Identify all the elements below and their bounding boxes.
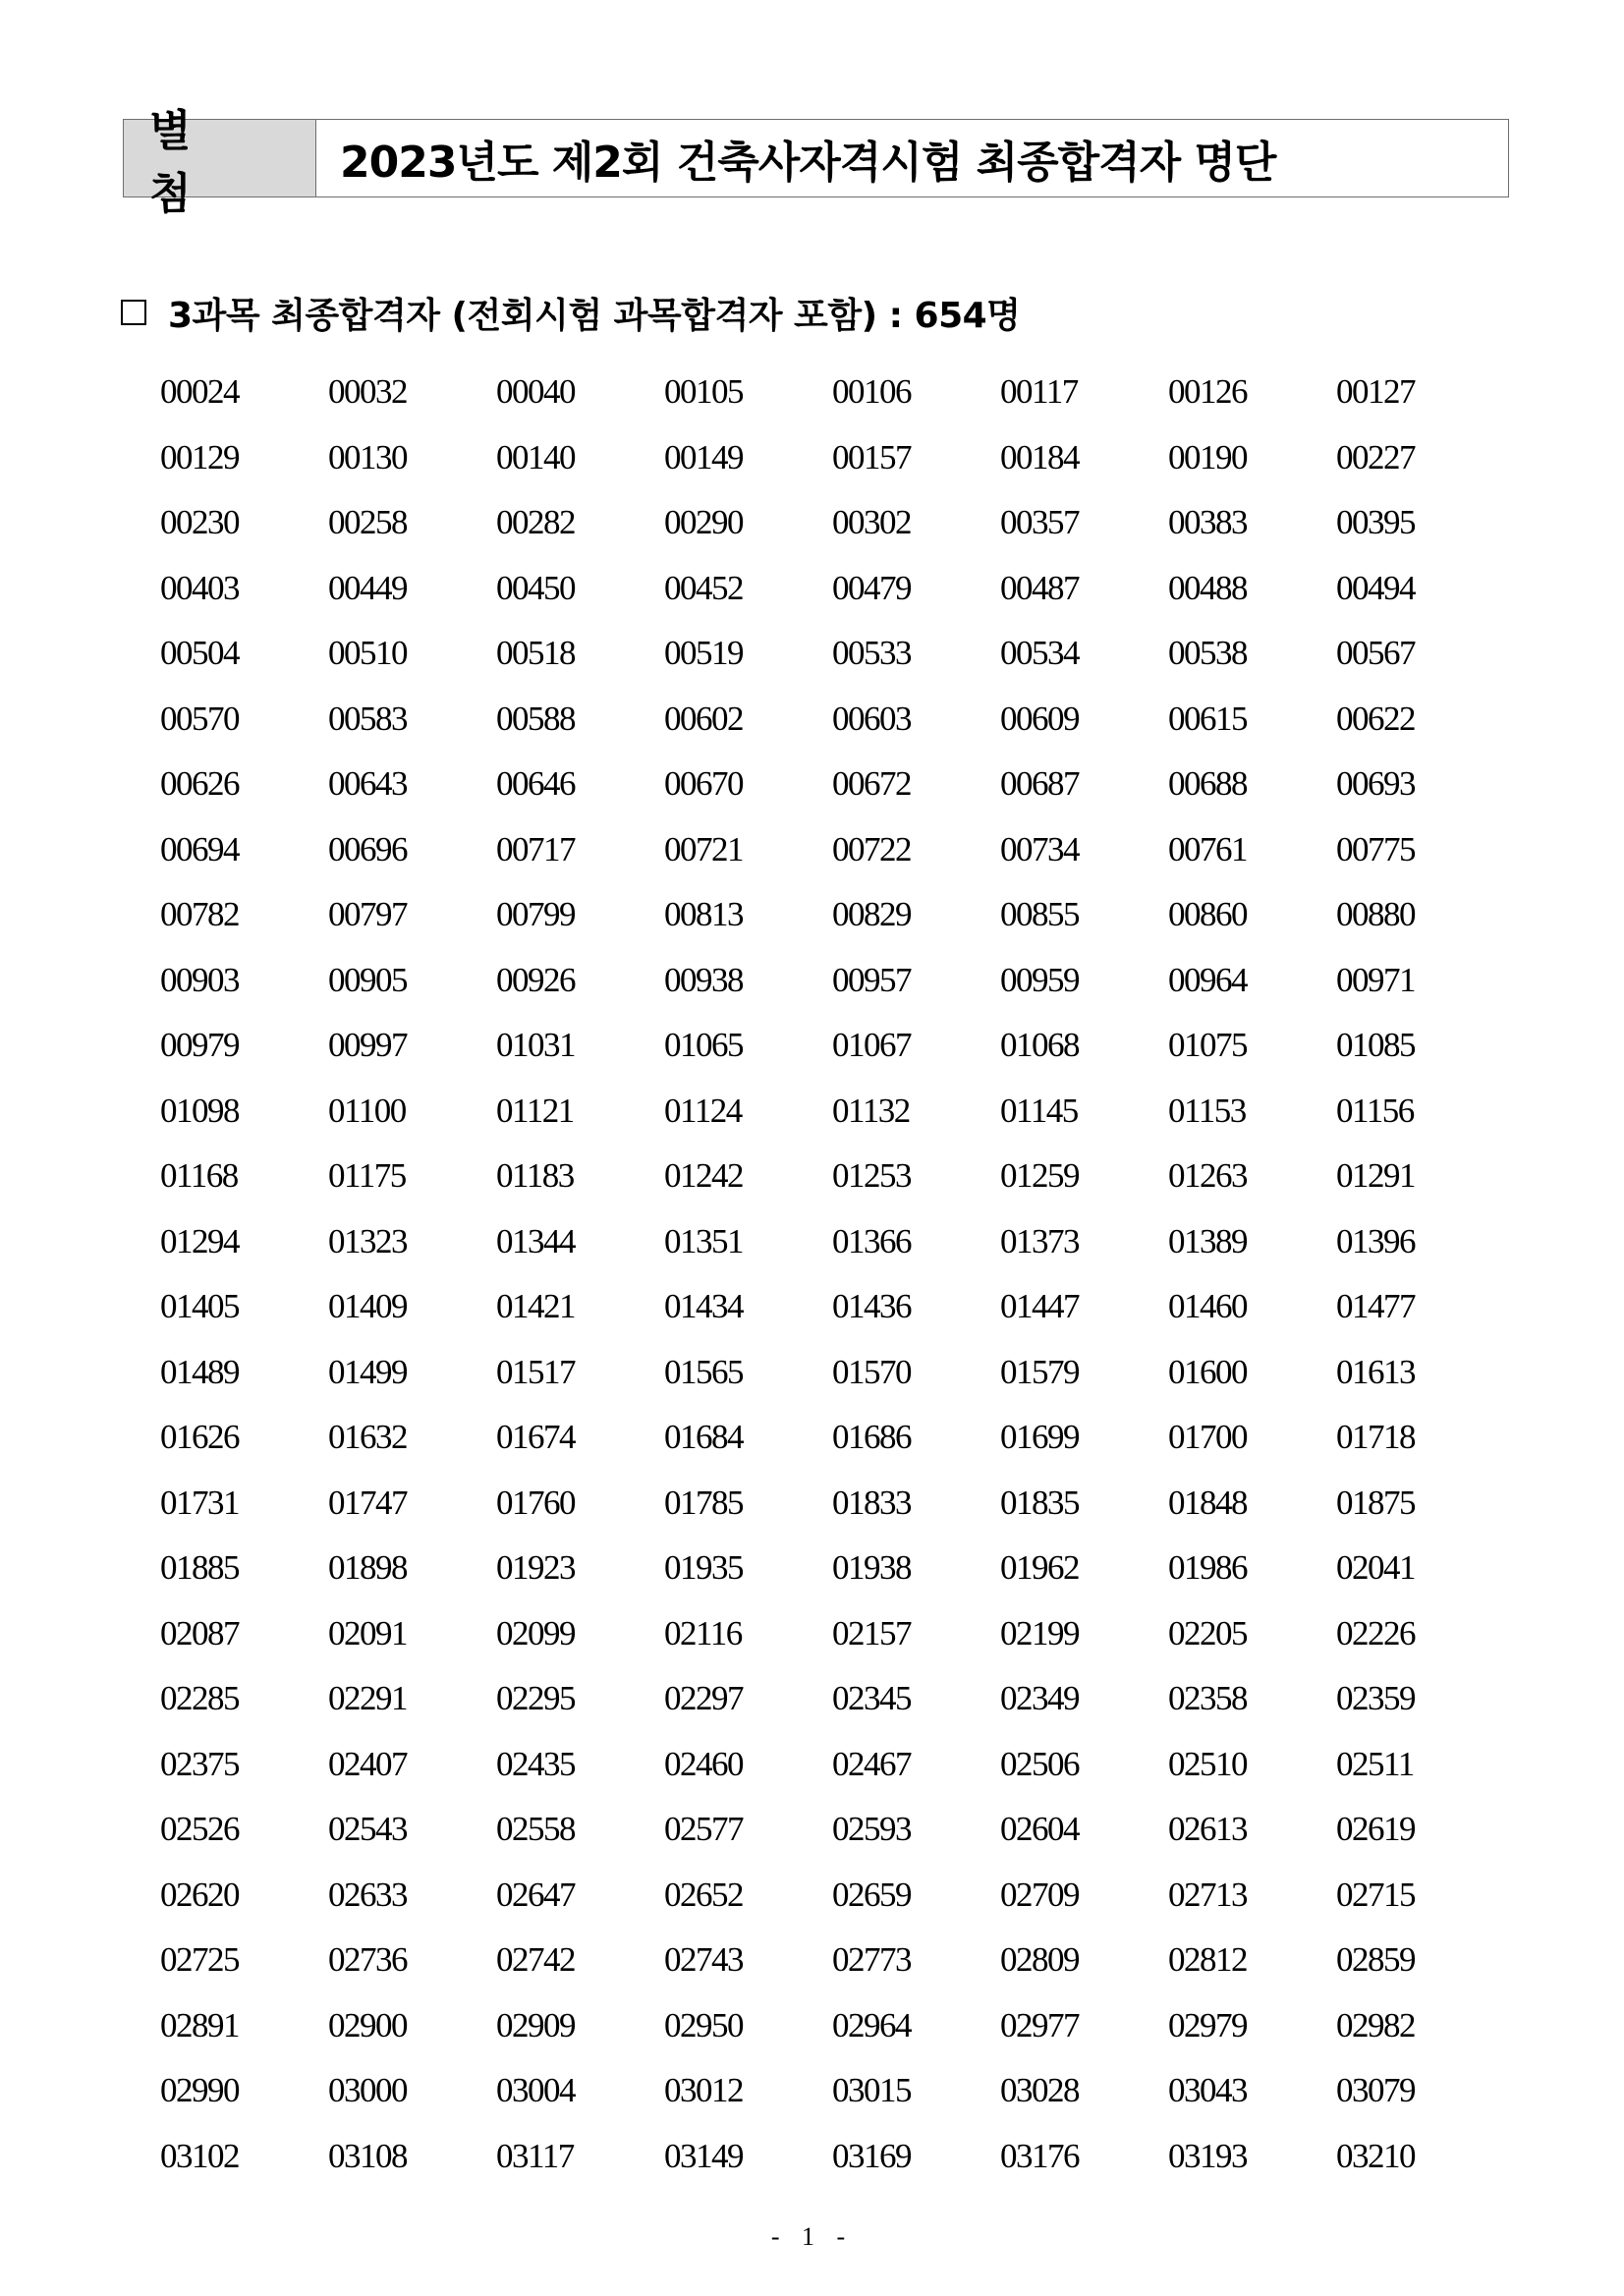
passer-number: 02291 xyxy=(328,1679,407,1717)
passer-number: 02812 xyxy=(1168,1940,1247,1979)
passer-number: 00227 xyxy=(1336,437,1415,476)
passer-number: 02543 xyxy=(328,1810,407,1848)
passer-number: 01344 xyxy=(496,1221,575,1260)
passer-number: 03043 xyxy=(1168,2071,1247,2109)
passer-number: 00687 xyxy=(1000,764,1079,803)
passer-number: 02087 xyxy=(160,1613,239,1652)
passer-number: 00129 xyxy=(160,437,239,476)
passer-number: 00615 xyxy=(1168,699,1247,738)
passer-number: 00130 xyxy=(328,437,407,476)
passer-number: 01124 xyxy=(664,1091,742,1130)
passer-number: 01684 xyxy=(664,1418,743,1456)
passer-number: 01405 xyxy=(160,1287,239,1325)
passer-number: 00672 xyxy=(832,764,911,803)
passer-number: 02041 xyxy=(1336,1548,1415,1587)
passer-number: 00395 xyxy=(1336,503,1415,541)
passer-number: 00670 xyxy=(664,764,743,803)
passer-number: 02506 xyxy=(1000,1744,1079,1783)
passer-number: 01263 xyxy=(1168,1156,1247,1195)
passer-number: 02285 xyxy=(160,1679,239,1717)
passer-number: 02205 xyxy=(1168,1613,1247,1652)
passer-number: 02859 xyxy=(1336,1940,1415,1979)
passer-number: 01613 xyxy=(1336,1352,1415,1391)
passer-number: 01731 xyxy=(160,1483,239,1522)
passer-number: 02407 xyxy=(328,1744,407,1783)
passer-number: 01085 xyxy=(1336,1026,1415,1064)
passer-number: 03004 xyxy=(496,2071,575,2109)
passer-number: 02435 xyxy=(496,1744,575,1783)
passer-number: 02349 xyxy=(1000,1679,1079,1717)
passer-number: 01962 xyxy=(1000,1548,1079,1587)
passer-number: 03193 xyxy=(1168,2136,1247,2175)
passer-number: 02460 xyxy=(664,1744,743,1783)
passer-number: 00357 xyxy=(1000,503,1079,541)
passer-number: 01460 xyxy=(1168,1287,1247,1325)
passer-number: 01242 xyxy=(664,1156,743,1195)
passer-number: 01409 xyxy=(328,1287,407,1325)
passer-number: 00855 xyxy=(1000,895,1079,933)
passer-number: 03210 xyxy=(1336,2136,1415,2175)
passer-number: 00603 xyxy=(832,699,911,738)
passer-number: 02375 xyxy=(160,1744,239,1783)
passer-number: 00903 xyxy=(160,960,239,999)
passer-number: 00782 xyxy=(160,895,239,933)
passer-number: 01323 xyxy=(328,1221,407,1260)
passer-number: 00797 xyxy=(328,895,407,933)
passer-number: 01175 xyxy=(328,1156,406,1195)
passer-number: 00829 xyxy=(832,895,911,933)
passer-number: 00450 xyxy=(496,568,575,607)
passer-number: 00622 xyxy=(1336,699,1415,738)
passer-number: 00734 xyxy=(1000,829,1079,868)
passer-number: 03149 xyxy=(664,2136,743,2175)
passer-number: 01373 xyxy=(1000,1221,1079,1260)
passer-number: 00813 xyxy=(664,895,743,933)
passer-number: 00761 xyxy=(1168,829,1247,868)
passer-number: 01570 xyxy=(832,1352,911,1391)
page-number: - 1 - xyxy=(770,2222,854,2251)
empty-square-icon xyxy=(121,300,146,325)
attachment-tag: 별 첨 xyxy=(124,120,316,196)
passer-number: 02990 xyxy=(160,2071,239,2109)
passer-number: 00230 xyxy=(160,503,239,541)
passer-number: 00979 xyxy=(160,1026,239,1064)
passer-number: 00717 xyxy=(496,829,575,868)
passer-number: 00258 xyxy=(328,503,407,541)
passer-number: 01700 xyxy=(1168,1418,1247,1456)
passer-number: 00487 xyxy=(1000,568,1079,607)
section-heading xyxy=(121,285,1020,340)
passer-number: 03108 xyxy=(328,2136,407,2175)
passer-number: 02742 xyxy=(496,1940,575,1979)
passer-number: 01291 xyxy=(1336,1156,1415,1195)
passer-number: 00534 xyxy=(1000,634,1079,672)
passer-number: 02593 xyxy=(832,1810,911,1848)
passer-number: 00997 xyxy=(328,1026,407,1064)
passer-number: 00964 xyxy=(1168,960,1247,999)
passer-number: 02659 xyxy=(832,1875,911,1914)
passer-number: 00127 xyxy=(1336,372,1415,411)
passer-number: 01153 xyxy=(1168,1091,1246,1130)
passer-number: 00479 xyxy=(832,568,911,607)
passer-number: 01421 xyxy=(496,1287,575,1325)
passer-number: 01434 xyxy=(664,1287,743,1325)
passer-number: 00693 xyxy=(1336,764,1415,803)
passer-number: 01477 xyxy=(1336,1287,1415,1325)
passer-number: 03102 xyxy=(160,2136,239,2175)
passer-number: 02511 xyxy=(1336,1744,1414,1783)
passer-number: 01785 xyxy=(664,1483,743,1522)
passer-number: 02510 xyxy=(1168,1744,1247,1783)
passer-number: 01848 xyxy=(1168,1483,1247,1522)
passer-number: 01517 xyxy=(496,1352,575,1391)
passer-number: 02099 xyxy=(496,1613,575,1652)
passer-number: 00722 xyxy=(832,829,911,868)
passer-number: 01294 xyxy=(160,1221,239,1260)
passer-number: 01499 xyxy=(328,1352,407,1391)
passer-number: 00626 xyxy=(160,764,239,803)
passer-number: 01686 xyxy=(832,1418,911,1456)
passer-number: 00105 xyxy=(664,372,743,411)
passer-number: 02359 xyxy=(1336,1679,1415,1717)
passer-number: 00533 xyxy=(832,634,911,672)
passer-number: 02725 xyxy=(160,1940,239,1979)
passer-number: 00302 xyxy=(832,503,911,541)
passer-number: 00383 xyxy=(1168,503,1247,541)
passer-number: 02226 xyxy=(1336,1613,1415,1652)
passer-number: 00488 xyxy=(1168,568,1247,607)
passer-number: 00149 xyxy=(664,437,743,476)
passer-number: 00117 xyxy=(1000,372,1078,411)
passer-number: 00721 xyxy=(664,829,743,868)
passer-number: 01632 xyxy=(328,1418,407,1456)
passer-number: 00860 xyxy=(1168,895,1247,933)
passer-number-grid xyxy=(160,360,1504,2189)
passer-number: 00184 xyxy=(1000,437,1079,476)
passer-number: 00519 xyxy=(664,634,743,672)
passer-number: 02900 xyxy=(328,2005,407,2044)
passer-number: 01259 xyxy=(1000,1156,1079,1195)
passer-number: 00452 xyxy=(664,568,743,607)
passer-number: 01100 xyxy=(328,1091,406,1130)
passer-number: 00282 xyxy=(496,503,575,541)
passer-number: 01898 xyxy=(328,1548,407,1587)
passer-number: 02345 xyxy=(832,1679,911,1717)
passer-number: 01031 xyxy=(496,1026,575,1064)
passer-number: 02743 xyxy=(664,1940,743,1979)
passer-number: 02736 xyxy=(328,1940,407,1979)
passer-number: 02979 xyxy=(1168,2005,1247,2044)
passer-number: 00290 xyxy=(664,503,743,541)
passer-number: 00567 xyxy=(1336,634,1415,672)
passer-number: 02647 xyxy=(496,1875,575,1914)
passer-number: 01447 xyxy=(1000,1287,1079,1325)
passer-number: 02713 xyxy=(1168,1875,1247,1914)
passer-number: 02809 xyxy=(1000,1940,1079,1979)
passer-number: 00504 xyxy=(160,634,239,672)
passer-number: 03117 xyxy=(496,2136,574,2175)
passer-number: 03028 xyxy=(1000,2071,1079,2109)
passer-number: 01760 xyxy=(496,1483,575,1522)
passer-number: 01065 xyxy=(664,1026,743,1064)
passer-number: 00518 xyxy=(496,634,575,672)
passer-number: 01938 xyxy=(832,1548,911,1587)
passer-number: 00538 xyxy=(1168,634,1247,672)
passer-number: 01885 xyxy=(160,1548,239,1587)
passer-number: 00799 xyxy=(496,895,575,933)
passer-number: 02199 xyxy=(1000,1613,1079,1652)
passer-number: 00880 xyxy=(1336,895,1415,933)
passer-number: 03079 xyxy=(1336,2071,1415,2109)
passer-number: 01565 xyxy=(664,1352,743,1391)
passer-number: 00688 xyxy=(1168,764,1247,803)
passer-number: 00602 xyxy=(664,699,743,738)
passer-number: 01168 xyxy=(160,1156,238,1195)
passer-number: 01489 xyxy=(160,1352,239,1391)
passer-number: 02577 xyxy=(664,1810,743,1848)
passer-number: 02295 xyxy=(496,1679,575,1717)
passer-number: 02964 xyxy=(832,2005,911,2044)
passer-number: 01351 xyxy=(664,1221,743,1260)
passer-number: 00588 xyxy=(496,699,575,738)
passer-number: 00106 xyxy=(832,372,911,411)
passer-number: 02558 xyxy=(496,1810,575,1848)
passer-number: 01674 xyxy=(496,1418,575,1456)
passer-number: 01121 xyxy=(496,1091,574,1130)
section-heading-text: 3과목 최종합격자 (전회시험 과목합격자 포함) : 654명 xyxy=(168,295,1021,336)
passer-number: 02604 xyxy=(1000,1810,1079,1848)
passer-number: 01579 xyxy=(1000,1352,1079,1391)
passer-number: 03015 xyxy=(832,2071,911,2109)
passer-number: 01067 xyxy=(832,1026,911,1064)
passer-number: 02613 xyxy=(1168,1810,1247,1848)
passer-number: 02620 xyxy=(160,1875,239,1914)
passer-number: 01389 xyxy=(1168,1221,1247,1260)
passer-number: 01699 xyxy=(1000,1418,1079,1456)
passer-number: 00570 xyxy=(160,699,239,738)
passer-number: 02773 xyxy=(832,1940,911,1979)
passer-number: 00157 xyxy=(832,437,911,476)
passer-number: 01833 xyxy=(832,1483,911,1522)
passer-number: 02909 xyxy=(496,2005,575,2044)
passer-number: 01935 xyxy=(664,1548,743,1587)
passer-number: 02950 xyxy=(664,2005,743,2044)
passer-number: 00926 xyxy=(496,960,575,999)
passer-number: 02091 xyxy=(328,1613,407,1652)
passer-number: 01986 xyxy=(1168,1548,1247,1587)
passer-number: 02157 xyxy=(832,1613,911,1652)
passer-number: 02709 xyxy=(1000,1875,1079,1914)
passer-number: 01718 xyxy=(1336,1418,1415,1456)
document-title: 2023년도 제2회 건축사자격시험 최종합격자 명단 xyxy=(340,138,1276,188)
passer-number: 00140 xyxy=(496,437,575,476)
passer-number: 02715 xyxy=(1336,1875,1415,1914)
passer-number: 02633 xyxy=(328,1875,407,1914)
passer-number: 01156 xyxy=(1336,1091,1414,1130)
passer-number: 02526 xyxy=(160,1810,239,1848)
passer-number: 01145 xyxy=(1000,1091,1078,1130)
passer-number: 01068 xyxy=(1000,1026,1079,1064)
passer-number: 01923 xyxy=(496,1548,575,1587)
passer-number: 02297 xyxy=(664,1679,743,1717)
passer-number: 01183 xyxy=(496,1156,574,1195)
passer-number: 00775 xyxy=(1336,829,1415,868)
passer-number: 02116 xyxy=(664,1613,742,1652)
passer-number: 03176 xyxy=(1000,2136,1079,2175)
passer-number: 02982 xyxy=(1336,2005,1415,2044)
passer-number: 03012 xyxy=(664,2071,743,2109)
passer-number: 02619 xyxy=(1336,1810,1415,1848)
passer-number: 03169 xyxy=(832,2136,911,2175)
passer-number: 01835 xyxy=(1000,1483,1079,1522)
passer-number: 01600 xyxy=(1168,1352,1247,1391)
passer-number: 02652 xyxy=(664,1875,743,1914)
passer-number: 00971 xyxy=(1336,960,1415,999)
passer-number: 01626 xyxy=(160,1418,239,1456)
passer-number: 00643 xyxy=(328,764,407,803)
passer-number: 01075 xyxy=(1168,1026,1247,1064)
passer-number: 00024 xyxy=(160,372,239,411)
passer-number: 00959 xyxy=(1000,960,1079,999)
passer-number: 02358 xyxy=(1168,1679,1247,1717)
passer-number: 01747 xyxy=(328,1483,407,1522)
passer-number: 01366 xyxy=(832,1221,911,1260)
passer-number: 00905 xyxy=(328,960,407,999)
passer-number: 02891 xyxy=(160,2005,239,2044)
passer-number: 01132 xyxy=(832,1091,910,1130)
passer-number: 00646 xyxy=(496,764,575,803)
passer-number: 00696 xyxy=(328,829,407,868)
passer-number: 00494 xyxy=(1336,568,1415,607)
passer-number: 00403 xyxy=(160,568,239,607)
passer-number: 00032 xyxy=(328,372,407,411)
passer-number: 03000 xyxy=(328,2071,407,2109)
passer-number: 01253 xyxy=(832,1156,911,1195)
passer-number: 00583 xyxy=(328,699,407,738)
passer-number: 02467 xyxy=(832,1744,911,1783)
passer-number: 00190 xyxy=(1168,437,1247,476)
passer-number: 00126 xyxy=(1168,372,1247,411)
passer-number: 00938 xyxy=(664,960,743,999)
passer-number: 00449 xyxy=(328,568,407,607)
passer-number: 01098 xyxy=(160,1091,239,1130)
passer-number: 00609 xyxy=(1000,699,1079,738)
passer-number: 01396 xyxy=(1336,1221,1415,1260)
passer-number: 00957 xyxy=(832,960,911,999)
passer-number: 00040 xyxy=(496,372,575,411)
passer-number: 02977 xyxy=(1000,2005,1079,2044)
title-box xyxy=(123,106,1509,219)
passer-number: 00694 xyxy=(160,829,239,868)
passer-number: 00510 xyxy=(328,634,407,672)
passer-number: 01875 xyxy=(1336,1483,1415,1522)
passer-number: 01436 xyxy=(832,1287,911,1325)
